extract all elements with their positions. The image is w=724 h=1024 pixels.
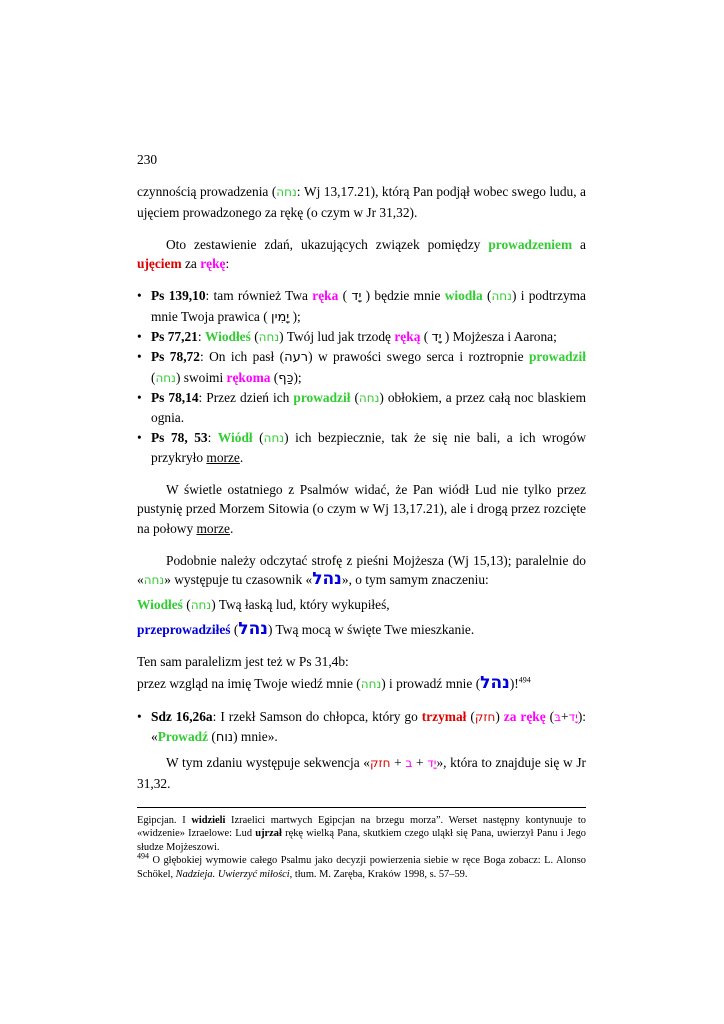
- text: Oto zestawienie zdań, ukazujących związek pomiędzy: [166, 236, 489, 252]
- hebrew-word: נחה: [143, 573, 165, 588]
- hebrew-word: נהל: [312, 569, 342, 590]
- text: W tym zdaniu występuje sekwencja «: [166, 755, 370, 771]
- text: Ten sam paralelizm jest też w Ps 31,4b:: [137, 654, 349, 670]
- text: (: [545, 708, 555, 724]
- footnote-continued: [137, 814, 586, 854]
- verse-ref: Ps 78,14: [151, 389, 199, 405]
- text: (: [482, 288, 492, 304]
- text: za: [181, 256, 201, 272]
- text: (: [252, 429, 264, 445]
- verse-ref: Ps 78, 53: [151, 429, 208, 445]
- highlight-word: prowadził: [293, 389, 351, 405]
- underlined-word: morze: [196, 520, 230, 536]
- text: (: [250, 329, 259, 345]
- text: );: [293, 369, 302, 385]
- highlight-word: trzymał: [421, 708, 467, 724]
- footnote-number: 494: [137, 851, 149, 861]
- text: +: [412, 755, 428, 771]
- hebrew-word: חזק: [370, 756, 391, 771]
- hebrew-word: נחה: [358, 390, 380, 405]
- text: (: [420, 329, 432, 345]
- text: ) Twój lud jak trzodę: [279, 329, 395, 345]
- text: Podobnie należy odczytać strofę z pieśni Mojżesza (Wj 15,13); paralelnie do «: [137, 553, 586, 588]
- hebrew-word: יָמִין: [271, 309, 290, 325]
- paragraph-intro: [137, 235, 586, 274]
- text: :: [207, 429, 218, 445]
- hebrew-word: ב: [405, 756, 413, 771]
- hebrew-word: יָד: [351, 289, 362, 305]
- hebrew-word: נחה: [491, 289, 512, 304]
- highlight-word: Prowadź: [157, 729, 209, 745]
- text: , tłum. M. Zaręba, Kraków 1998, s. 57–59.: [289, 868, 468, 880]
- footnote-ref: 494: [518, 675, 531, 685]
- hebrew-word: יָד: [431, 330, 442, 346]
- text: ) mnie».: [233, 729, 278, 745]
- paragraph-sea: [137, 480, 586, 538]
- highlight-word: Wiodłeś: [137, 596, 183, 612]
- text: Izraelici martwych Egipcjan na brzegu morza”. Werset następny kontynuuje to «widzenie» Izraelowe: Lud: [137, 815, 586, 840]
- text: : Wj 13,17.21), którą Pan podjął wobec swego ludu, a ujęciem prowadzonego za rękę (o czym w Jr 31,32).: [137, 184, 587, 220]
- hebrew-word: יָד: [568, 709, 578, 724]
- highlight-word: za rękę: [503, 708, 546, 724]
- hebrew-word: נהל: [238, 618, 268, 639]
- highlight-word: rękoma: [226, 369, 271, 385]
- text: +: [390, 755, 406, 771]
- highlight-word: ręka: [312, 288, 339, 304]
- paragraph-ps31: [137, 674, 586, 694]
- footnote-rule: [137, 807, 586, 808]
- bold-word: ujrzał: [255, 828, 282, 840]
- text: .: [229, 520, 234, 536]
- list-item: [137, 707, 586, 748]
- text: ): [495, 708, 504, 724]
- hebrew-word: יָד: [427, 756, 437, 771]
- paragraph-continuation: [137, 182, 586, 222]
- hebrew-word: נוח: [215, 730, 234, 746]
- highlight-word: wiodła: [444, 288, 483, 304]
- text: (: [270, 369, 279, 385]
- text: (: [182, 596, 191, 612]
- list-item: [137, 347, 586, 388]
- hebrew-word: נחה: [360, 676, 382, 691]
- text: O głębokiej wymowie całego Psalmu jako decyzji powierzenia siebie w ręce Boga zobacz: L. Alonso Schökel,: [137, 855, 586, 880]
- text: : tam również Twa: [205, 288, 313, 304]
- text: ) Twą mocą w święte Twe mieszkanie.: [267, 621, 475, 637]
- text: )!: [509, 675, 519, 691]
- hebrew-word: נחה: [155, 370, 176, 385]
- text: ) i prowadź mnie (: [381, 675, 481, 691]
- text: (: [151, 369, 156, 385]
- verse-list-2: [137, 707, 586, 748]
- hebrew-word: רעה: [284, 350, 309, 366]
- text: ) i podtrzyma mnie Twoja prawica (: [151, 288, 586, 324]
- hebrew-word: נחה: [190, 597, 212, 612]
- verse-ref: Ps 77,21: [151, 329, 198, 345]
- paragraph-parallel: [137, 652, 586, 671]
- quote-line-1: [137, 595, 586, 615]
- underlined-word: morze: [206, 449, 240, 465]
- verse-ref: Ps 139,10: [151, 288, 206, 304]
- list-item: [137, 428, 586, 468]
- highlight-word: rękę: [200, 256, 226, 272]
- highlight-word: prowadzeniem: [488, 236, 573, 252]
- highlight-word: przeprowadziłeś: [137, 621, 231, 637]
- text: czynnością prowadzenia (: [137, 184, 277, 200]
- highlight-word: Wiodłeś: [204, 329, 251, 345]
- text: );: [289, 308, 301, 324]
- verse-ref: Sdz 16,26a: [151, 708, 213, 724]
- text: ) w prawości swego serca i roztropnie: [308, 349, 529, 365]
- text: a: [572, 236, 586, 252]
- text: ) Twą łaską lud, który wykupiłeś,: [211, 596, 390, 612]
- text: (: [208, 729, 216, 745]
- text: », która to znajduje się w Jr 31,32.: [137, 755, 586, 791]
- text: : I rzekł Samson do chłopca, który go: [212, 708, 422, 724]
- hebrew-word: בּ: [554, 709, 562, 724]
- text: +: [561, 708, 569, 724]
- text: przez wzgląd na imię Twoje wiedź mnie (: [137, 675, 361, 691]
- highlight-word: prowadził: [528, 349, 586, 365]
- footnote-494: [137, 851, 586, 881]
- text: (: [338, 288, 352, 304]
- hebrew-word: כַּף: [278, 370, 294, 386]
- highlight-word: Wiódł: [217, 429, 253, 445]
- text: (: [230, 621, 239, 637]
- paragraph-sequence: [137, 753, 586, 793]
- text: :: [197, 329, 205, 345]
- text: rękę wielką Pana, skutkiem czego uląkł się Pana, uwierzył Panu i Jego słudze Mojżeszowi.: [137, 828, 587, 853]
- text: ) swoimi: [175, 369, 227, 385]
- page: [137, 150, 586, 881]
- text: : Przez dzień ich: [198, 389, 294, 405]
- list-item: [137, 327, 586, 347]
- hebrew-word: נחה: [258, 330, 280, 345]
- text: .: [239, 449, 244, 465]
- text: : On ich pasł (: [199, 349, 285, 365]
- text: (: [350, 389, 359, 405]
- hebrew-word: נחה: [263, 430, 285, 445]
- text: ) będzie mnie: [361, 288, 445, 304]
- text: W świetle ostatniego z Psalmów widać, że Pan wiódł Lud nie tylko przez pustynię przed Morzem Sitowia (o czym w Wj 13,17.21), ale i drogą przez rozcięte na połowy: [137, 482, 586, 536]
- hebrew-word: נהל: [480, 672, 510, 693]
- text: ) Mojżesza i Aarona;: [441, 329, 557, 345]
- list-item: [137, 286, 586, 327]
- text: ) obłokiem, a przez całą noc blaskiem ognia.: [151, 389, 586, 426]
- highlight-word: ręką: [394, 329, 421, 345]
- highlight-word: ujęciem: [137, 256, 182, 272]
- text: ) ich bezpiecznie, tak że się nie bali, a ich wrogów przykryło: [151, 429, 586, 465]
- verse-ref: Ps 78,72: [151, 349, 200, 365]
- book-title: Nadzieja. Uwierzyć miłości: [175, 868, 290, 880]
- hebrew-word: נחה: [276, 185, 297, 200]
- list-item: [137, 388, 586, 428]
- quote-line-2: [137, 620, 586, 639]
- text: ): «: [151, 708, 587, 745]
- hebrew-word: חזק: [474, 709, 496, 724]
- page-number: 230: [137, 152, 158, 167]
- text: », o tym samym znaczeniu:: [341, 572, 489, 588]
- paragraph-song: [137, 551, 586, 591]
- verse-list: [137, 286, 586, 467]
- text: » występuje tu czasownik «: [164, 572, 313, 588]
- bold-word: widzieli: [191, 815, 226, 827]
- text: (: [466, 708, 475, 724]
- text: Egipcjan. I: [137, 815, 192, 827]
- text: :: [225, 256, 230, 272]
